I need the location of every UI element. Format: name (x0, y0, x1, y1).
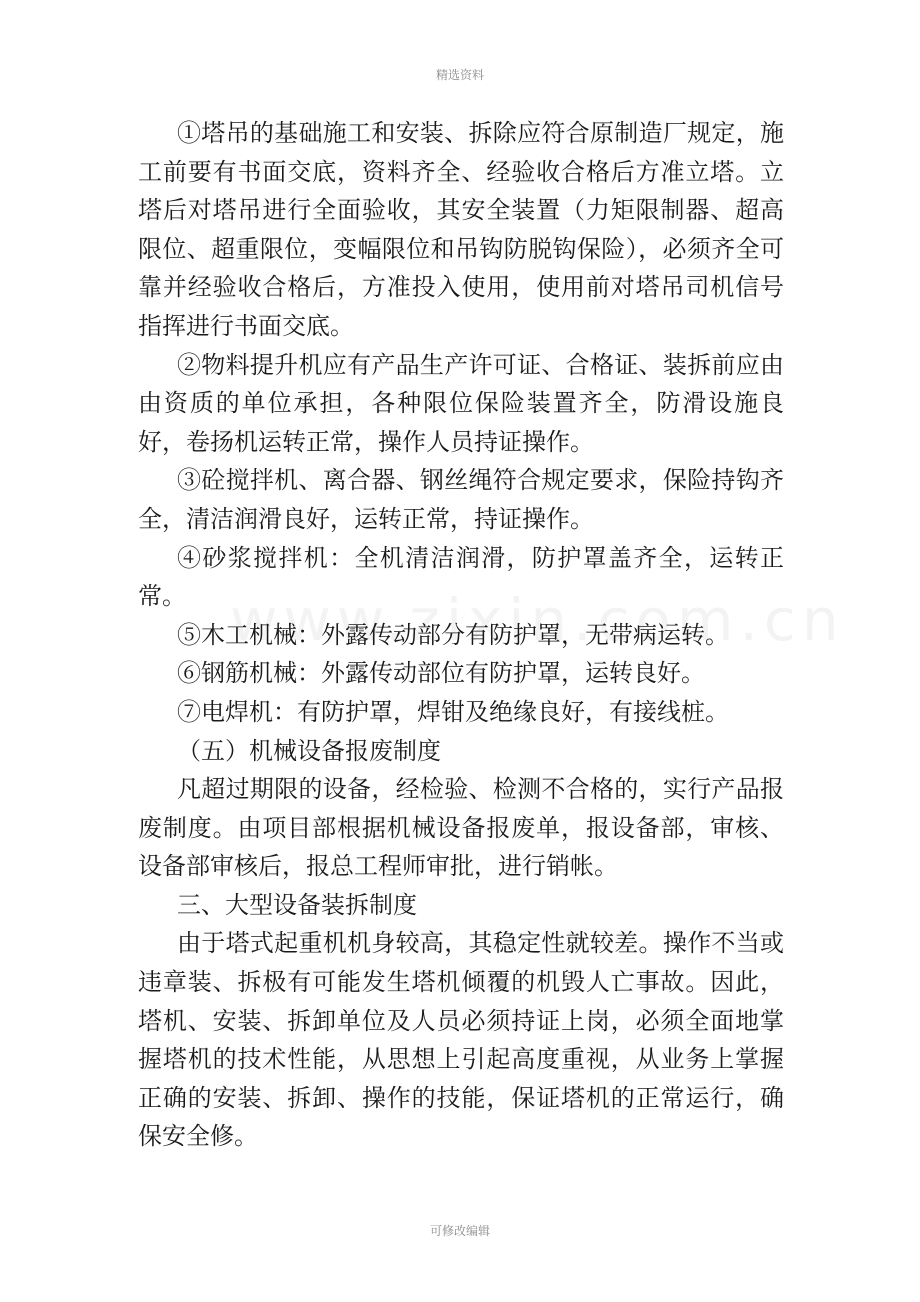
page-header: 精选资料 (435, 68, 484, 82)
paragraph-woodworking-machinery: ⑤木工机械：外露传动部分有防护罩，无带病运转。 (177, 620, 729, 649)
paragraph-rebar-machinery: ⑥钢筋机械：外露传动部位有防护罩，运转良好。 (177, 659, 705, 688)
paragraph-scrapping-rules: 凡超过期限的设备，经检验、检测不合格的，实行产品报废制度。由项目部根据机械设备报废单，报设备部，审核、设备部审核后，报总工程师审批，进行销帐。 (138, 775, 784, 881)
section-heading-installation: 三、大型设备装拆制度 (177, 890, 417, 919)
paragraph-welding-machine: ⑦电焊机：有防护罩，焊钳及绝缘良好，有接线桩。 (177, 697, 729, 726)
paragraph-tower-crane: ①塔吊的基础施工和安装、拆除应符合原制造厂规定，施工前要有书面交底，资料齐全、经验收合格后方准立塔。立塔后对塔吊进行全面验收，其安全装置（力矩限制器、超高限位、超重限位，变幅限位和吊钩防脱钩保险），必须齐全可靠并经验收合格后，方准投入使用，使用前对塔吊司机信号指挥进行书面交底。 (138, 119, 784, 340)
page-footer: 可修改编辑 (429, 1224, 490, 1238)
paragraph-material-hoist: ②物料提升机应有产品生产许可证、合格证、装拆前应由由资质的单位承担，各种限位保险装置齐全，防滑设施良好，卷扬机运转正常，操作人员持证操作。 (138, 350, 784, 456)
section-heading-scrapping: （五）机械设备报废制度 (177, 736, 441, 765)
paragraph-installation-rules: 由于塔式起重机机身较高，其稳定性就较差。操作不当或违章装、拆极有可能发生塔机倾覆的机毁人亡事故。因此，塔机、安装、拆卸单位及人员必须持证上岗，必须全面地掌握塔机的技术性能，从思想上引起高度重视，从业务上掌握正确的安装、拆卸、操作的技能，保证塔机的正常运行，确保安全修。 (138, 929, 784, 1151)
document-body (138, 114, 784, 1156)
paragraph-concrete-mixer: ③砼搅拌机、离合器、钢丝绳符合规定要求，保险持钩齐全，清洁润滑良好，运转正常，持证操作。 (138, 466, 784, 533)
paragraph-mortar-mixer: ④砂浆搅拌机：全机清洁润滑，防护罩盖齐全，运转正常。 (138, 543, 784, 611)
